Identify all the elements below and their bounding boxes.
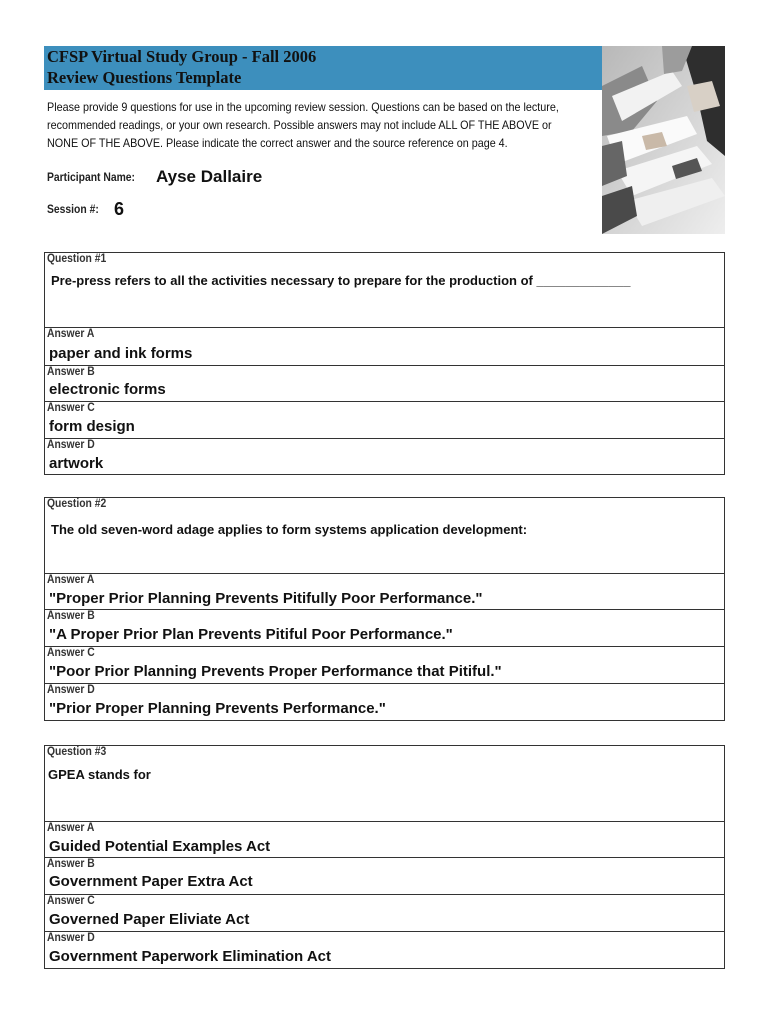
- question-2-answer-c: [45, 647, 724, 684]
- participant-name-value: Ayse Dallaire: [156, 167, 263, 186]
- answer-label: Answer B: [47, 610, 95, 622]
- question-2-cell: [45, 498, 724, 574]
- question-1-text: Pre-press refers to all the activities necessary to prepare for the production of _____________: [51, 273, 631, 288]
- question-1-answer-b: [45, 366, 724, 402]
- title-line-1: CFSP Virtual Study Group - Fall 2006: [47, 47, 317, 66]
- answer-label: Answer D: [47, 439, 95, 451]
- answer-text: paper and ink forms: [49, 345, 193, 362]
- question-2-label: Question #2: [47, 498, 107, 510]
- question-3-answer-c: [45, 895, 724, 932]
- session-label: Session #:: [47, 204, 99, 216]
- title-line-2: Review Questions Template: [47, 68, 242, 87]
- answer-label: Answer C: [47, 402, 95, 414]
- answer-label: Answer A: [47, 574, 95, 586]
- question-2-answer-a: [45, 574, 724, 610]
- answer-text: "Poor Prior Planning Prevents Proper Performance that Pitiful.": [49, 663, 502, 680]
- question-2-block: [44, 497, 725, 721]
- question-3-answer-d: [45, 932, 724, 968]
- answer-text: electronic forms: [49, 381, 166, 398]
- page-title: [47, 46, 316, 88]
- instructions: [47, 99, 559, 153]
- answer-text: Government Paperwork Elimination Act: [49, 948, 332, 965]
- answer-label: Answer D: [47, 932, 95, 944]
- instructions-line-2: recommended readings, or your own research. Possible answers may not include ALL OF THE ABOVE or: [47, 119, 552, 132]
- question-2-text: The old seven-word adage applies to form systems application development:: [51, 522, 528, 537]
- answer-text: "Proper Prior Planning Prevents Pitifully Poor Performance.": [49, 590, 483, 607]
- answer-label: Answer C: [47, 895, 95, 907]
- instructions-line-1: Please provide 9 questions for use in the upcoming review session. Questions can be based on the lecture,: [47, 101, 559, 114]
- question-3-answer-b: [45, 858, 724, 895]
- answer-text: Government Paper Extra Act: [49, 873, 253, 890]
- answer-label: Answer A: [47, 822, 95, 834]
- answer-text: form design: [49, 418, 135, 435]
- answer-label: Answer D: [47, 684, 95, 696]
- participant-name-label: Participant Name:: [47, 172, 136, 184]
- session-value: 6: [114, 199, 125, 219]
- answer-text: "Prior Proper Planning Prevents Performance.": [49, 700, 386, 717]
- question-3-text: GPEA stands for: [48, 767, 151, 782]
- answer-label: Answer B: [47, 858, 95, 870]
- answer-text: "A Proper Prior Plan Prevents Pitiful Poor Performance.": [49, 626, 453, 643]
- instructions-line-3: NONE OF THE ABOVE. Please indicate the correct answer and the source reference on page 4.: [47, 137, 508, 150]
- answer-text: Guided Potential Examples Act: [49, 838, 271, 855]
- question-1-answer-a: [45, 328, 724, 366]
- question-1-label: Question #1: [47, 253, 107, 265]
- answer-label: Answer B: [47, 366, 95, 378]
- question-3-cell: [45, 746, 724, 822]
- header-photo: [602, 46, 725, 234]
- question-1-answer-c: [45, 402, 724, 439]
- question-1-cell: [45, 253, 724, 328]
- question-1-block: [44, 252, 725, 475]
- question-3-block: [44, 745, 725, 969]
- question-1-answer-d: [45, 439, 724, 474]
- answer-text: Governed Paper Eliviate Act: [49, 911, 250, 928]
- question-2-answer-b: [45, 610, 724, 647]
- question-3-label: Question #3: [47, 746, 107, 758]
- question-2-answer-d: [45, 684, 724, 720]
- question-3-answer-a: [45, 822, 724, 858]
- answer-label: Answer A: [47, 328, 95, 340]
- answer-text: artwork: [49, 455, 104, 472]
- answer-label: Answer C: [47, 647, 95, 659]
